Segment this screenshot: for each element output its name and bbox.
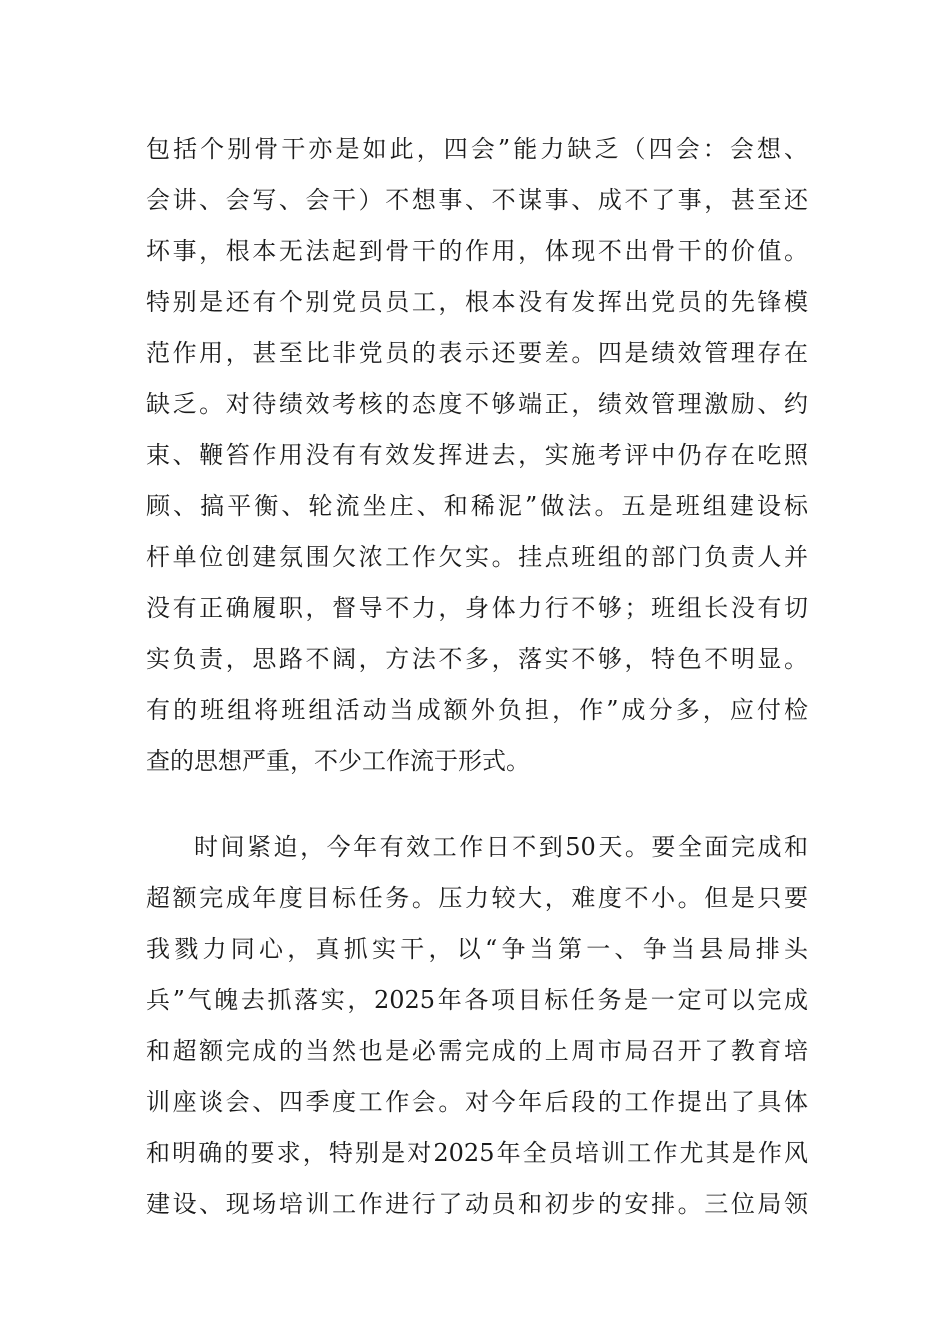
paragraph-line: 和超额完成的当然也是必需完成的上周市局召开了教育培 — [146, 1037, 808, 1065]
paragraph-line: 训座谈会、四季度工作会。对今年后段的工作提出了具体 — [146, 1088, 808, 1116]
paragraph-line: 束、鞭笞作用没有有效发挥进去，实施考评中仍存在吃照 — [146, 441, 808, 469]
paragraph-line: 时间紧迫，今年有效工作日不到50天。要全面完成和 — [194, 833, 808, 861]
paragraph-line: 我戮力同心，真抓实干，以“争当第一、争当县局排头 — [146, 935, 808, 963]
paragraph-line: 顾、搞平衡、轮流坐庄、和稀泥”做法。五是班组建设标 — [146, 492, 808, 520]
paragraph-line: 和明确的要求，特别是对2025年全员培训工作尤其是作风 — [146, 1139, 808, 1167]
paragraph-line: 特别是还有个别党员员工，根本没有发挥出党员的先锋模 — [146, 288, 808, 316]
paragraph-line: 杆单位创建氛围欠浓工作欠实。挂点班组的部门负责人并 — [146, 543, 808, 571]
paragraph-line: 会讲、会写、会干）不想事、不谋事、成不了事，甚至还 — [146, 186, 808, 214]
paragraph-line: 坏事，根本无法起到骨干的作用，体现不出骨干的价值。 — [146, 237, 808, 265]
paragraph-2 — [146, 822, 808, 1230]
paragraph-line: 超额完成年度目标任务。压力较大，难度不小。但是只要 — [146, 884, 808, 912]
paragraph-1 — [146, 124, 808, 787]
paragraph-line: 缺乏。对待绩效考核的态度不够端正，绩效管理激励、约 — [146, 390, 808, 418]
paragraph-line: 建设、现场培训工作进行了动员和初步的安排。三位局领 — [146, 1190, 808, 1218]
paragraph-line: 有的班组将班组活动当成额外负担，作”成分多，应付检 — [146, 696, 808, 724]
paragraph-line: 实负责，思路不阔，方法不多，落实不够，特色不明显。 — [146, 645, 808, 673]
paragraph-line: 范作用，甚至比非党员的表示还要差。四是绩效管理存在 — [146, 339, 808, 367]
paragraph-line: 查的思想严重，不少工作流于形式。 — [146, 747, 530, 775]
paragraph-line: 兵”气魄去抓落实，2025年各项目标任务是一定可以完成 — [146, 986, 808, 1014]
paragraph-line: 没有正确履职，督导不力，身体力行不够；班组长没有切 — [146, 594, 808, 622]
paragraph-line: 包括个别骨干亦是如此，四会”能力缺乏（四会：会想、 — [146, 135, 808, 163]
